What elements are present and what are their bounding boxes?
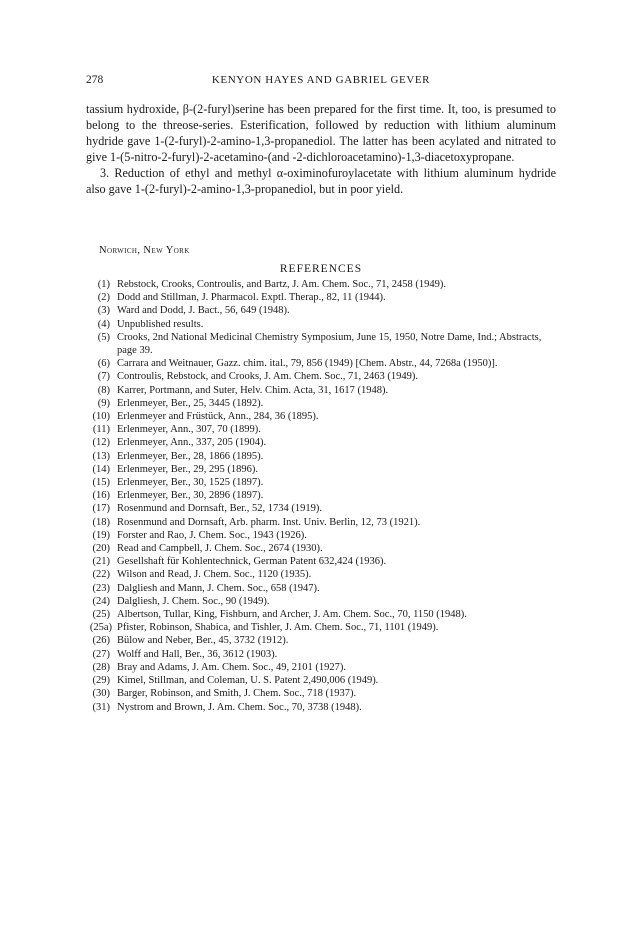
reference-item: [86, 608, 556, 621]
reference-number: (3): [97, 305, 110, 317]
reference-item: [86, 634, 556, 647]
reference-item: [86, 555, 556, 568]
page-number: 278: [86, 74, 104, 86]
reference-number: (20): [92, 543, 110, 555]
reference-citation: Crooks, 2nd National Medicinal Chemistry Symposium, June 15, 1950, Notre Dame, Ind.; Abstracts, page 39.: [117, 331, 542, 357]
references-title: REFERENCES: [279, 263, 363, 275]
reference-item: [86, 687, 556, 700]
reference-item: [86, 384, 556, 397]
reference-number: (5): [97, 331, 110, 343]
reference-number: (25a): [89, 622, 112, 634]
references-list: [86, 278, 556, 714]
body-text: [86, 101, 556, 198]
reference-item: [86, 331, 556, 357]
reference-number: (19): [92, 529, 110, 541]
running-title: KENYON HAYES AND GABRIEL GEVER: [211, 74, 431, 86]
reference-citation: Carrara and Weitnauer, Gazz. chim. ital., 79, 856 (1949) [Chem. Abstr., 44, 7268a (1950)].: [117, 358, 498, 370]
reference-citation: Unpublished results.: [117, 318, 204, 330]
reference-citation: Erlenmeyer, Ber., 25, 3445 (1892).: [117, 397, 264, 409]
reference-item: [86, 674, 556, 687]
reference-number: (29): [92, 675, 110, 687]
reference-item: [86, 318, 556, 331]
reference-citation: Forster and Rao, J. Chem. Soc., 1943 (1926).: [117, 529, 307, 541]
reference-number: (21): [92, 556, 110, 568]
reference-item: [86, 701, 556, 714]
reference-item: [86, 542, 556, 555]
reference-number: (26): [92, 635, 110, 647]
reference-number: (10): [92, 411, 110, 423]
reference-item: [86, 621, 556, 634]
reference-item: [86, 463, 556, 476]
reference-citation: Erlenmeyer, Ber., 30, 1525 (1897).: [117, 477, 264, 489]
reference-item: [86, 595, 556, 608]
reference-citation: Ward and Dodd, J. Bact., 56, 649 (1948).: [117, 305, 290, 317]
reference-number: (7): [97, 371, 110, 383]
reference-citation: Erlenmeyer, Ber., 30, 2896 (1897).: [117, 490, 264, 502]
page-header: [86, 73, 556, 87]
author-location: Norwich, New York: [99, 245, 190, 256]
reference-citation: Gesellshaft für Kohlentechnick, German Patent 632,424 (1936).: [117, 556, 387, 568]
reference-number: (28): [92, 661, 110, 673]
reference-citation: Dalgliesh, J. Chem. Soc., 90 (1949).: [117, 595, 270, 607]
reference-number: (17): [92, 503, 110, 515]
reference-number: (18): [92, 516, 110, 528]
reference-number: (27): [92, 648, 110, 660]
reference-citation: Bülow and Neber, Ber., 45, 3732 (1912).: [117, 635, 289, 647]
reference-item: [86, 436, 556, 449]
body-paragraph: tassium hydroxide, β-(2-furyl)serine has been prepared for the first time. It, too, is presumed to belong to the threose-series. Esterification, followed by reduction with lithium aluminum hydride gave 1-(2-furyl)-2-amino-1,3-propanediol. The latter has been acylated and nitrated to give 1-(5-nitro-2-furyl)-2-acetamino-(and -2-dichloroacetamino)-1,3-diacetoxypropane.: [86, 102, 556, 165]
reference-citation: Erlenmeyer, Ber., 29, 295 (1896).: [117, 463, 259, 475]
reference-item: [86, 423, 556, 436]
reference-citation: Read and Campbell, J. Chem. Soc., 2674 (1930).: [117, 543, 323, 555]
reference-citation: Erlenmeyer and Früstück, Ann., 284, 36 (1895).: [117, 411, 319, 423]
reference-item: [86, 661, 556, 674]
reference-citation: Controulis, Rebstock, and Crooks, J. Am. Chem. Soc., 71, 2463 (1949).: [117, 371, 418, 383]
reference-item: [86, 357, 556, 370]
reference-item: [86, 410, 556, 423]
reference-number: (30): [92, 688, 110, 700]
reference-citation: Dalgliesh and Mann, J. Chem. Soc., 658 (1947).: [117, 582, 320, 594]
reference-item: [86, 450, 556, 463]
reference-number: (31): [92, 701, 110, 713]
reference-citation: Wolff and Hall, Ber., 36, 3612 (1903).: [117, 648, 278, 660]
reference-item: [86, 516, 556, 529]
reference-citation: Bray and Adams, J. Am. Chem. Soc., 49, 2101 (1927).: [117, 661, 346, 673]
reference-citation: Nystrom and Brown, J. Am. Chem. Soc., 70, 3738 (1948).: [117, 701, 362, 713]
reference-item: [86, 489, 556, 502]
reference-citation: Barger, Robinson, and Smith, J. Chem. Soc., 718 (1937).: [117, 688, 357, 700]
reference-citation: Erlenmeyer, Ann., 337, 205 (1904).: [117, 437, 267, 449]
reference-item: [86, 502, 556, 515]
reference-number: (9): [97, 397, 110, 409]
body-paragraph: 3. Reduction of ethyl and methyl α-oximinofuroylacetate with lithium aluminum hydride also gave 1-(2-furyl)-2-amino-1,3-propanediol, but in poor yield.: [86, 166, 556, 197]
reference-number: (12): [92, 437, 110, 449]
reference-number: (6): [97, 358, 110, 370]
reference-number: (14): [92, 463, 110, 475]
reference-item: [86, 304, 556, 317]
reference-number: (25): [92, 609, 110, 621]
reference-number: (11): [92, 424, 110, 436]
reference-number: (2): [97, 292, 110, 304]
reference-item: [86, 278, 556, 291]
reference-number: (8): [97, 384, 110, 396]
reference-number: (13): [92, 450, 110, 462]
reference-item: [86, 397, 556, 410]
reference-item: [86, 370, 556, 383]
reference-citation: Albertson, Tullar, King, Fishburn, and Archer, J. Am. Chem. Soc., 70, 1150 (1948).: [117, 609, 467, 621]
reference-citation: Rosenmund and Dornsaft, Ber., 52, 1734 (1919).: [117, 503, 323, 515]
reference-item: [86, 648, 556, 661]
reference-number: (4): [97, 318, 110, 330]
reference-number: (15): [92, 477, 110, 489]
reference-number: (23): [92, 582, 110, 594]
reference-item: [86, 476, 556, 489]
reference-item: [86, 582, 556, 595]
reference-citation: Erlenmeyer, Ber., 28, 1866 (1895).: [117, 450, 264, 462]
reference-number: (24): [92, 595, 110, 607]
reference-citation: Pfister, Robinson, Shabica, and Tishler, J. Am. Chem. Soc., 71, 1101 (1949).: [117, 622, 439, 634]
reference-number: (1): [97, 279, 110, 290]
reference-citation: Karrer, Portmann, and Suter, Helv. Chim. Acta, 31, 1617 (1948).: [117, 384, 389, 396]
reference-citation: Dodd and Stillman, J. Pharmacol. Exptl. Therap., 82, 11 (1944).: [117, 292, 386, 304]
reference-citation: Kimel, Stillman, and Coleman, U. S. Patent 2,490,006 (1949).: [117, 675, 379, 687]
reference-number: (22): [92, 569, 110, 581]
reference-item: [86, 529, 556, 542]
reference-item: [86, 568, 556, 581]
reference-number: (16): [92, 490, 110, 502]
reference-citation: Rosenmund and Dornsaft, Arb. pharm. Inst. Univ. Berlin, 12, 73 (1921).: [117, 516, 421, 528]
reference-citation: Wilson and Read, J. Chem. Soc., 1120 (1935).: [117, 569, 312, 581]
reference-citation: Rebstock, Crooks, Controulis, and Bartz, J. Am. Chem. Soc., 71, 2458 (1949).: [117, 279, 446, 290]
reference-item: [86, 291, 556, 304]
reference-citation: Erlenmeyer, Ann., 307, 70 (1899).: [117, 424, 261, 436]
